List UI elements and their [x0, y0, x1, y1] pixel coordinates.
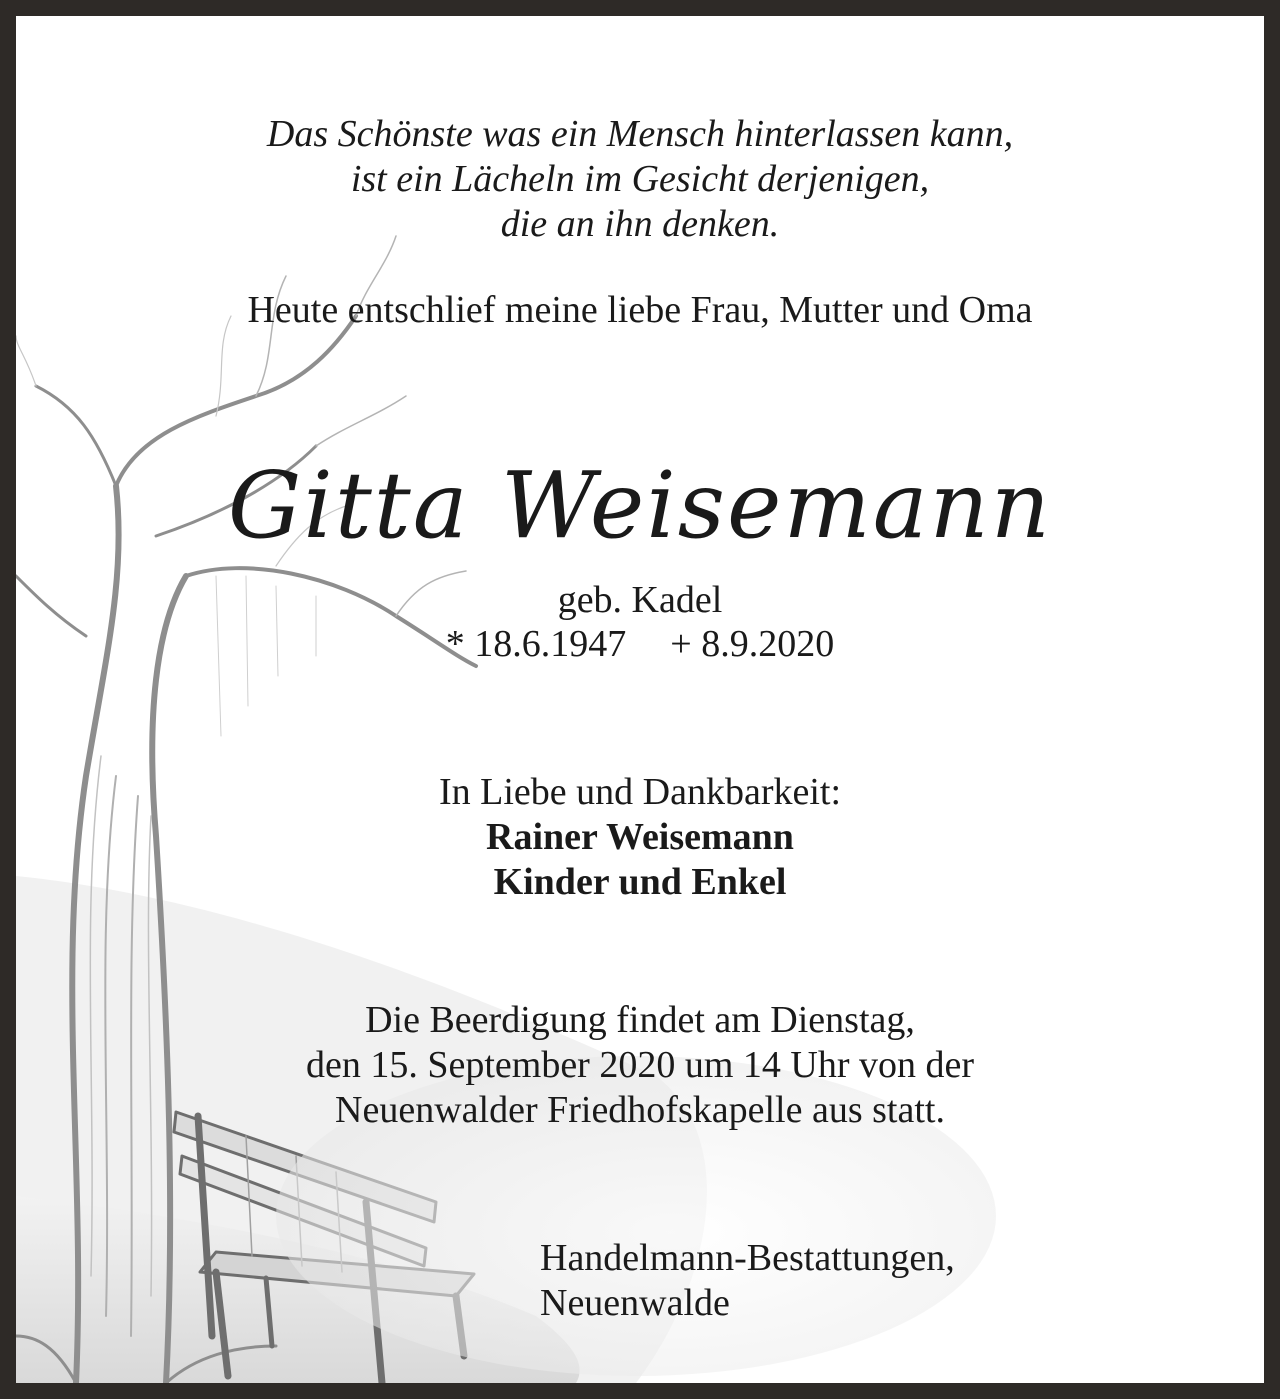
- funeral-line: den 15. September 2020 um 14 Uhr von der: [305, 1044, 975, 1086]
- funeral-info: [16, 998, 1264, 1133]
- motto-line: Das Schönste was ein Mensch hinterlassen kann,: [266, 113, 1014, 155]
- undertaker-line: Neuenwalde: [540, 1282, 730, 1324]
- motto-line: ist ein Lächeln im Gesicht derjenigen,: [350, 158, 930, 200]
- funeral-line: Neuenwalder Friedhofskapelle aus statt.: [335, 1089, 945, 1131]
- undertaker-line: Handelmann-Bestattungen,: [540, 1237, 955, 1279]
- undertaker-info: [540, 1236, 955, 1326]
- announcement-text: Heute entschlief meine liebe Frau, Mutter und Oma: [247, 289, 1033, 331]
- mourners-intro: In Liebe und Dankbarkeit:: [438, 771, 842, 813]
- funeral-line: Die Beerdigung findet am Dienstag,: [365, 999, 915, 1041]
- death-date: + 8.9.2020: [670, 623, 835, 665]
- mourners-section: [16, 770, 1264, 905]
- birth-name: geb. Kadel: [557, 579, 723, 621]
- mourner-name: Kinder und Enkel: [493, 861, 787, 903]
- birth-date: * 18.6.1947: [445, 623, 627, 665]
- motto-line: die an ihn denken.: [500, 203, 780, 245]
- motto-quote: [16, 112, 1264, 247]
- deceased-name: Gitta Weisemann: [227, 452, 1053, 559]
- mourner-name: Rainer Weisemann: [486, 816, 794, 858]
- life-dates: [16, 622, 1264, 667]
